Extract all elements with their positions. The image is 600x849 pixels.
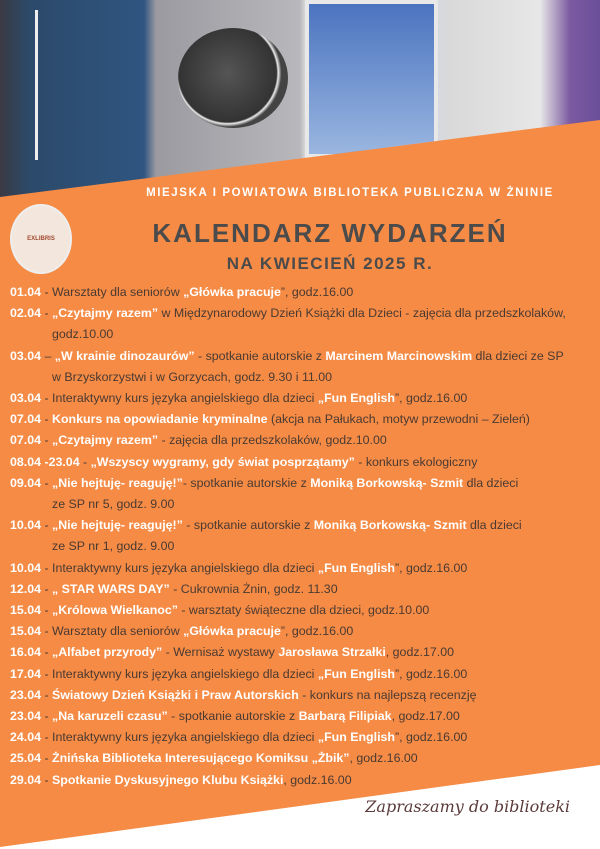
list-item [10,621,595,642]
event-text: ”, godz.16.00 [394,560,468,575]
event-text: - spotkanie autorskie z [182,518,314,533]
event-highlight: 01.04 [10,285,42,299]
event-highlight: 15.04 [10,624,42,639]
list-item [10,303,595,345]
event-text: w Międzynarodowy Dzień Książki dla Dzieci - zajęcia dla przedszkolaków, [158,306,566,321]
event-text: - spotkanie autorskie z [182,475,311,490]
event-text: - [41,645,53,660]
event-text: , godz.17.00 [391,709,460,724]
event-line [10,664,595,685]
event-highlight: „ STAR WARS DAY” [52,581,170,596]
event-text: - Interaktywny kurs języka angielskiego dla dzieci [41,730,318,745]
flower-mural [35,10,148,160]
event-line [10,579,595,600]
event-line [10,621,595,642]
event-line [10,748,595,769]
event-highlight: 12.04 [10,581,42,596]
event-text: dla dzieci [466,518,522,533]
event-highlight: Konkurs na opowiadanie kryminalne [52,412,268,427]
event-highlight: 10.04 [10,518,42,533]
event-highlight: Barbarą Filipiak [298,709,392,724]
list-item [10,346,595,388]
event-highlight: 23.04 [10,687,42,702]
event-text: , godz.16.00 [283,772,352,787]
event-text: - spotkanie autorskie z [167,709,299,724]
event-highlight: Spotkanie Dyskusyjnego Klubu Książki [52,772,284,787]
list-item [10,664,595,685]
event-highlight: 15.04 [10,603,42,618]
event-highlight: Moniką Borkowską- Szmit [310,475,464,490]
event-highlight: 09.04 [10,475,42,490]
event-highlight: „Główka pracuje [183,624,281,639]
event-highlight: Jarosława Strzałki [278,645,386,660]
event-text: - [41,709,53,724]
event-line [10,282,595,303]
event-text: - zajęcia dla przedszkolaków, godz.10.00 [158,433,387,448]
event-line-continued [10,536,595,557]
list-item [10,282,595,303]
event-line [10,727,595,748]
event-line [10,473,595,494]
event-highlight: „Fun English [317,730,395,745]
list-item [10,452,595,473]
event-line [10,303,595,324]
event-text: - [41,772,53,787]
event-highlight: 03.04 [10,391,42,406]
event-highlight: „Czytajmy razem” [52,433,159,448]
event-text: - spotkanie autorskie z [194,348,326,363]
library-name: MIEJSKA I POWIATOWA BIBLIOTEKA PUBLICZNA W ŻNINIE [146,187,554,199]
event-text: ”, godz.16.00 [394,730,468,745]
invitation-footer: Zapraszamy do biblioteki [365,797,570,816]
event-highlight: „Alfabet przyrody” [52,645,163,660]
list-item [10,430,595,451]
event-line-continued [10,324,595,345]
event-line [10,515,595,536]
event-highlight: „Fun English [317,560,395,575]
event-highlight: Żnińska Biblioteka Interesującego Komiksu „Żbik” [52,751,350,766]
event-highlight: 03.04 [10,348,42,363]
event-text: dla dzieci [463,475,519,490]
event-line [10,600,595,621]
library-facade-photo [0,0,600,200]
event-highlight: „Na karuzeli czasu” [52,709,168,724]
event-text: - konkurs na najlepszą recenzję [298,687,477,702]
event-text: - [41,687,53,702]
event-highlight: 07.04 [10,412,42,427]
event-highlight: 07.04 [10,433,42,448]
event-text: dla dzieci ze SP [472,348,564,363]
event-line [10,346,595,367]
event-highlight: Światowy Dzień Książki i Praw Autorskich [52,687,299,702]
event-text: - [41,475,53,490]
event-text: ”, godz.16.00 [280,624,354,639]
list-item [10,515,595,557]
event-text: ze SP nr 5, godz. 9.00 [52,497,175,512]
event-highlight: Marcinem Marcinowskim [325,348,473,363]
event-highlight: 23.04 [10,709,42,724]
event-text: - Interaktywny kurs języka angielskiego dla dzieci [41,560,318,575]
list-item [10,770,595,791]
list-item [10,600,595,621]
event-text: – [41,348,55,363]
event-line [10,642,595,663]
event-text: ”, godz.16.00 [394,666,468,681]
event-text: - Cukrownia Żnin, godz. 11.30 [169,581,338,596]
event-text: - [41,581,53,596]
event-highlight: „Fun English [317,391,395,406]
event-text: - warsztaty świąteczne dla dzieci, godz.10.00 [177,603,430,618]
event-line [10,558,595,579]
event-text: - [41,518,53,533]
list-item [10,473,595,515]
globe-mural [178,28,288,128]
list-item [10,388,595,409]
page-title: KALENDARZ WYDARZEŃ [152,218,508,248]
event-line [10,409,595,430]
month-subtitle: NA KWIECIEŃ 2025 R. [226,254,434,273]
list-item [10,706,595,727]
list-item [10,409,595,430]
event-line [10,706,595,727]
window [305,0,438,158]
event-highlight: „Nie hejtuję- reaguję!” [52,475,183,490]
event-line [10,430,595,451]
event-highlight: „Główka pracuje [183,285,281,299]
list-item [10,642,595,663]
event-text: - [41,433,53,448]
event-highlight: „Czytajmy razem” [52,306,159,321]
event-text: (akcja na Pałukach, motyw przewodni – Zieleń) [267,412,530,427]
event-text: - Interaktywny kurs języka angielskiego dla dzieci [41,666,318,681]
event-highlight: 17.04 [10,666,42,681]
event-highlight: Moniką Borkowską- Szmit [313,518,467,533]
event-text: - Wernisaż wystawy [162,645,279,660]
event-line [10,685,595,706]
event-highlight: 02.04 [10,306,42,321]
event-highlight: 25.04 [10,751,42,766]
event-line [10,388,595,409]
event-text: - [41,412,53,427]
event-highlight: „Nie hejtuję- reaguję!” [52,518,183,533]
event-text: - [41,306,53,321]
event-line-continued [10,494,595,515]
event-highlight: 08.04 -23.04 [10,454,80,469]
event-line [10,770,595,791]
event-text: - Interaktywny kurs języka angielskiego dla dzieci [41,391,318,406]
event-text: - Warsztaty dla seniorów [41,624,184,639]
event-text: , godz.16.00 [349,751,418,766]
event-text: , godz.17.00 [385,645,454,660]
event-text: - konkurs ekologiczny [354,454,478,469]
event-text: ”, godz.16.00 [280,285,354,299]
event-text: w Brzyskorzystwi i w Gorzycach, godz. 9.30 i 11.00 [52,369,333,384]
library-logo: EXLIBRIS [10,204,72,274]
event-text: godz.10.00 [52,327,114,342]
event-highlight: 10.04 [10,560,42,575]
event-text: ”, godz.16.00 [394,391,468,406]
event-highlight: „Fun English [317,666,395,681]
event-highlight: „Królowa Wielkanoc” [52,603,178,618]
list-item [10,579,595,600]
event-highlight: 16.04 [10,645,42,660]
event-text: - Warsztaty dla seniorów [41,285,184,299]
list-item [10,748,595,769]
event-highlight: 29.04 [10,772,42,787]
event-highlight: „W krainie dinozaurów” [54,348,195,363]
event-line-continued [10,367,595,388]
list-item [10,685,595,706]
event-highlight: „Wszyscy wygramy, gdy świat posprzątamy” [90,454,355,469]
event-text: - [41,751,53,766]
event-line [10,452,595,473]
event-highlight: 24.04 [10,730,42,745]
event-text: - [41,603,53,618]
event-text: - [79,454,91,469]
list-item [10,727,595,748]
event-text: ze SP nr 1, godz. 9.00 [52,539,175,554]
event-list [10,282,595,791]
list-item [10,558,595,579]
